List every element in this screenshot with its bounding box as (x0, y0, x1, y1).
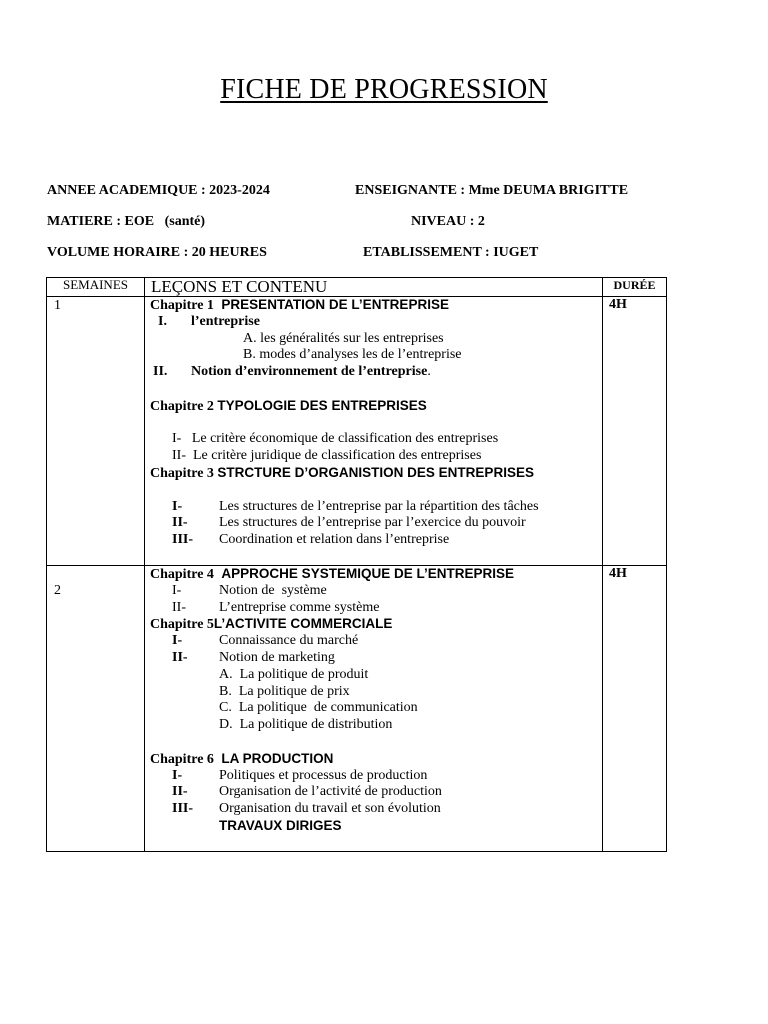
chapter-2-heading (150, 398, 602, 415)
table-row (47, 566, 667, 852)
header-lecons: LEÇONS ET CONTENU (145, 278, 603, 297)
header-duree: DURÉE (603, 278, 667, 297)
item-text: Notion d’environnement de l’entreprise (191, 364, 428, 380)
item-number: I- (172, 633, 183, 649)
item-text: A. les généralités sur les entreprises (243, 330, 444, 346)
item-text: TRAVAUX DIRIGES (219, 817, 342, 833)
duration-cell: 4H (603, 566, 667, 852)
item-punctuation: . (427, 364, 431, 380)
list-item (150, 583, 602, 600)
item-number: II- (172, 515, 188, 531)
item-number: I- (172, 767, 183, 783)
list-item (150, 650, 602, 667)
item-text: C. La politique de communication (219, 700, 418, 716)
list-item (150, 700, 602, 717)
table-header-row (47, 278, 667, 297)
item-number: II- (172, 599, 186, 615)
list-item (150, 364, 602, 381)
item-text: B. modes d’analyses les de l’entreprise (243, 347, 462, 363)
content-cell (145, 566, 603, 852)
niveau: NIVEAU : 2 (411, 214, 485, 229)
chapter-title: APPROCHE SYSTEMIQUE DE L’ENTREPRISE (221, 566, 514, 581)
item-number: II- (172, 649, 188, 665)
chapter-label: Chapitre 4 (150, 567, 214, 582)
item-number: I- (172, 498, 183, 514)
item-text: Politiques et processus de production (219, 767, 428, 783)
list-item (150, 431, 602, 448)
item-text: Organisation du travail et son évolution (219, 801, 441, 817)
list-item (150, 667, 602, 684)
volume-horaire: VOLUME HORAIRE : 20 HEURES (47, 245, 267, 260)
enseignante: ENSEIGNANTE : Mme DEUMA BRIGITTE (355, 183, 629, 198)
item-text: Coordination et relation dans l’entreprise (219, 532, 450, 548)
etablissement: ETABLISSEMENT : IUGET (363, 245, 539, 260)
annee-academique: ANNEE ACADEMIQUE : 2023-2024 (47, 183, 270, 198)
item-text: L’entreprise comme système (219, 599, 380, 615)
item-text: Les structures de l’entreprise par l’exercice du pouvoir (219, 515, 526, 531)
chapter-title: LA PRODUCTION (221, 750, 334, 766)
chapter-label: Chapitre 3 (150, 465, 214, 481)
list-item (150, 515, 602, 532)
list-item (150, 600, 602, 617)
chapter-title: L’ACTIVITE COMMERCIALE (213, 616, 393, 632)
item-text: B. La politique de prix (219, 683, 350, 699)
list-item (150, 347, 602, 364)
item-number: II- (172, 784, 188, 800)
chapter-5-heading (150, 616, 602, 633)
header-semaines: SEMAINES (47, 278, 145, 297)
chapter-title: STRCTURE D’ORGANISTION DES ENTREPRISES (217, 464, 534, 480)
item-text: Organisation de l’activité de production (219, 784, 442, 800)
item-number: III- (172, 532, 194, 548)
chapter-label: Chapitre 2 (150, 398, 214, 414)
item-text: D. La politique de distribution (219, 717, 393, 733)
list-item (150, 331, 602, 348)
chapter-label: Chapitre 5 (150, 617, 214, 633)
chapter-title: TYPOLOGIE DES ENTREPRISES (217, 397, 427, 413)
week-cell: 1 (47, 297, 145, 566)
list-item (150, 499, 602, 516)
week-cell: 2 (47, 566, 145, 852)
list-item (150, 684, 602, 701)
chapter-6-heading (150, 751, 602, 768)
list-item (150, 801, 602, 818)
item-text: A. La politique de produit (219, 666, 369, 682)
item-text: I- Le critère économique de classification des entreprises (172, 431, 499, 447)
list-item (150, 314, 602, 331)
item-text: Notion de système (219, 582, 327, 598)
list-item (150, 717, 602, 734)
progression-table (46, 277, 667, 852)
item-number: III- (172, 801, 194, 817)
page-title: FICHE DE PROGRESSION (220, 74, 548, 105)
item-number: II. (153, 364, 168, 380)
list-item (150, 768, 602, 785)
table-row (47, 297, 667, 566)
list-item (150, 532, 602, 549)
content-cell (145, 297, 603, 566)
item-text: II- Le critère juridique de classification des entreprises (172, 448, 482, 464)
chapter-label: Chapitre 1 (150, 298, 214, 313)
matiere: MATIERE : EOE (santé) (47, 214, 206, 229)
chapter-title: PRESENTATION DE L’ENTREPRISE (221, 297, 449, 312)
duration-cell: 4H (603, 297, 667, 566)
item-text: Notion de marketing (219, 649, 335, 665)
list-item (150, 784, 602, 801)
item-text: Connaissance du marché (219, 633, 359, 649)
list-item (150, 448, 602, 465)
item-number: I. (158, 313, 167, 329)
travaux-diriges (150, 818, 602, 835)
item-number: I- (172, 582, 182, 598)
list-item (150, 633, 602, 650)
chapter-1-heading (150, 297, 602, 314)
chapter-3-heading (150, 465, 602, 482)
chapter-4-heading (150, 566, 602, 583)
chapter-label: Chapitre 6 (150, 751, 214, 767)
item-text: l’entreprise (191, 313, 260, 329)
item-text: Les structures de l’entreprise par la répartition des tâches (219, 498, 539, 514)
